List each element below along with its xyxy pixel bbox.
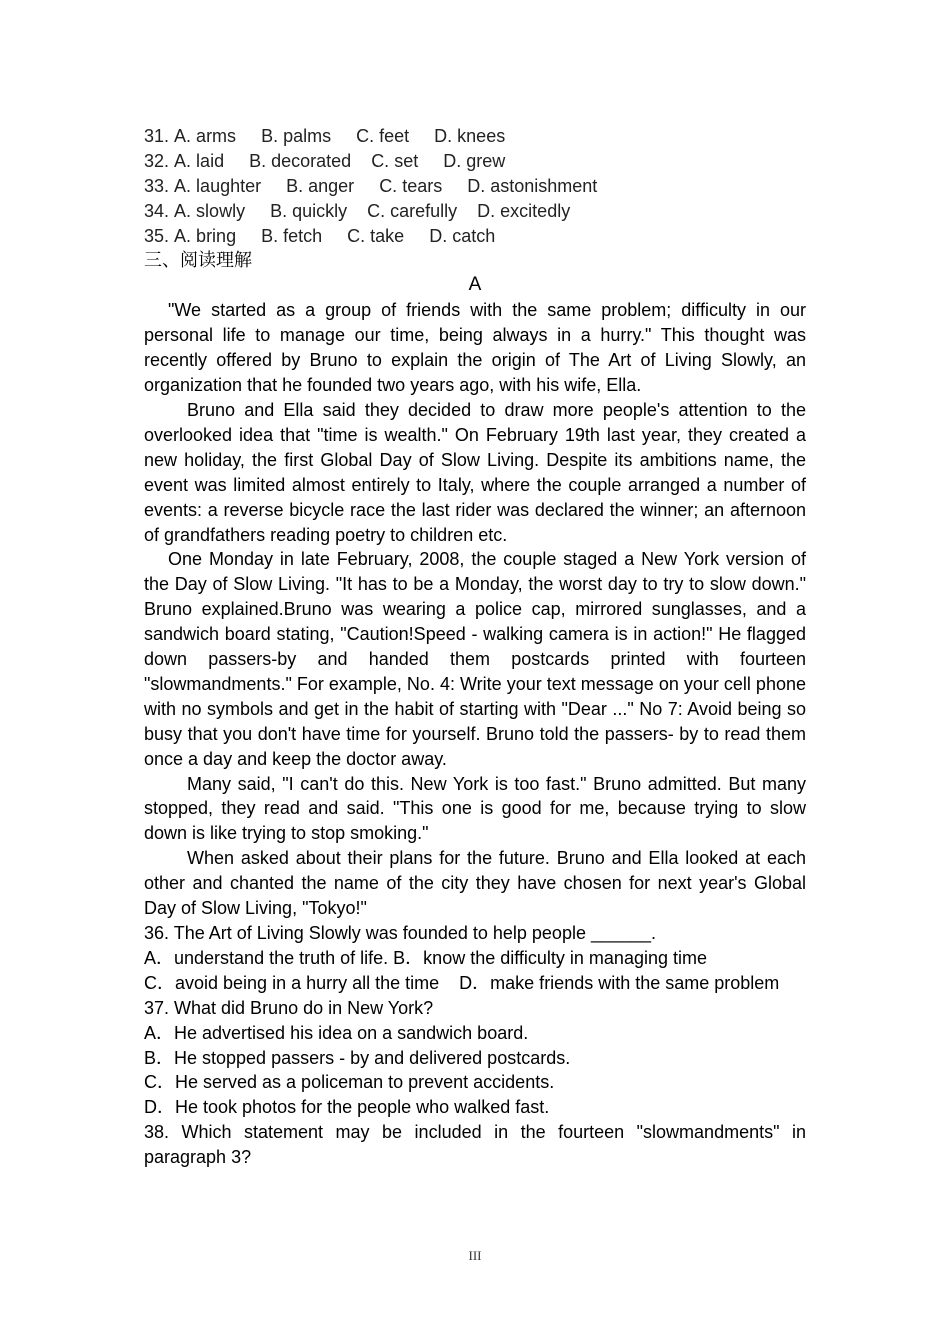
exam-page-content [144, 124, 806, 1170]
option-d: D．He took photos for the people who walked fast. [144, 1097, 550, 1118]
option-b: B. decorated [249, 150, 352, 171]
option-c: C. set [371, 150, 419, 171]
question-number: 32. [144, 150, 170, 171]
section-heading: 三、阅读理解 [144, 249, 252, 271]
option-d: D. grew [443, 150, 506, 171]
option-a: A. arms [174, 126, 237, 146]
option-d: D. catch [429, 225, 496, 246]
passage-paragraph-1: "We started as a group of friends with the same problem; difficulty in our personal life to manage our time, being always in a hurry." This thought was recently offered by Bruno to explain the origin of The Art of Living Slowly, an organization that he founded two years ago, with his wife, Ella. [144, 300, 806, 396]
option-a: A．understand the truth of life. [144, 947, 389, 968]
option-b: B．know the difficulty in managing time [393, 947, 707, 968]
question-number: 33. [144, 175, 170, 196]
option-c: C. carefully [367, 200, 458, 221]
option-row-34 [144, 199, 806, 224]
passage-paragraph-5: When asked about their plans for the future. Bruno and Ella looked at each other and chanted the name of the city they have chosen for next year's Global Day of Slow Living, "Tokyo!" [144, 848, 806, 919]
question-stem: 36. The Art of Living Slowly was founded to help people ______. [144, 923, 657, 943]
option-a: A．He advertised his idea on a sandwich board. [144, 1022, 529, 1043]
option-b: B. anger [286, 175, 355, 196]
option-row-33 [144, 174, 806, 199]
question-stem: 38. Which statement may be included in the fourteen "slowmandments" in paragraph 3? [144, 1122, 806, 1168]
question-37 [144, 996, 806, 1121]
option-d: D. excitedly [477, 200, 571, 221]
option-c: C. tears [379, 175, 443, 196]
option-b: B. palms [261, 126, 332, 146]
option-b: B. quickly [270, 200, 348, 221]
passage-paragraph-2: Bruno and Ella said they decided to draw more people's attention to the overlooked idea that "time is wealth." On February 19th last year, they created a new holiday, the first Global Day of Slow Living. Despite its ambitions name, the event was limited almost entirely to Italy, where the couple arranged a number of events: a reverse bicycle race the last rider was declared the winner; an afternoon of grandfathers reading poetry to children etc. [144, 399, 806, 545]
option-d: D．make friends with the same problem [459, 972, 780, 993]
option-d: D. astonishment [467, 175, 598, 196]
options-row-ab [144, 946, 806, 971]
passage-paragraph-4: Many said, "I can't do this. New York is too fast." Bruno admitted. But many stopped, they read and said. "This one is good for me, because trying to slow down is like trying to stop smoking." [144, 773, 806, 844]
question-number: 31. [144, 126, 170, 146]
option-a: A. laughter [174, 175, 262, 196]
question-number: 35. [144, 225, 170, 246]
options-row-cd [144, 971, 806, 996]
option-row-32 [144, 149, 806, 174]
question-38 [144, 1120, 806, 1170]
option-c: C. take [347, 225, 405, 246]
passage-paragraph-3: One Monday in late February, 2008, the couple staged a New York version of the Day of Slow Living. "It has to be a Monday, the worst day to try to slow down." Bruno explained.Bruno was wearing a police cap, mirrored sunglasses, and a sandwich board stating, "Caution!Speed - walking camera is in action!" He flagged down passers-by and handed them postcards printed with fourteen "slowmandments." For example, No. 4: Write your text message on your cell phone with no symbols and get in the habit of starting with "Dear ..." No 7: Avoid being so busy that you don't have time for yourself. Bruno told the passers- by to read them once a day and keep the doctor away. [144, 549, 806, 769]
option-a: A. bring [174, 225, 237, 246]
cloze-options [144, 124, 806, 249]
option-b: B．He stopped passers - by and delivered postcards. [144, 1047, 571, 1068]
option-row-31 [144, 124, 806, 149]
option-c: C．avoid being in a hurry all the time [144, 972, 440, 993]
option-b: B. fetch [261, 225, 323, 246]
option-c: C. feet [356, 126, 410, 146]
option-row-35 [144, 224, 806, 249]
option-a: A. laid [174, 150, 225, 171]
question-36 [144, 921, 806, 996]
question-stem: 37. What did Bruno do in New York? [144, 997, 434, 1018]
passage-title: A [468, 274, 482, 296]
option-c: C．He served as a policeman to prevent accidents. [144, 1072, 555, 1093]
option-a: A. slowly [174, 200, 246, 221]
option-d: D. knees [434, 126, 506, 146]
question-number: 34. [144, 200, 170, 221]
page-number: III [468, 1248, 482, 1263]
